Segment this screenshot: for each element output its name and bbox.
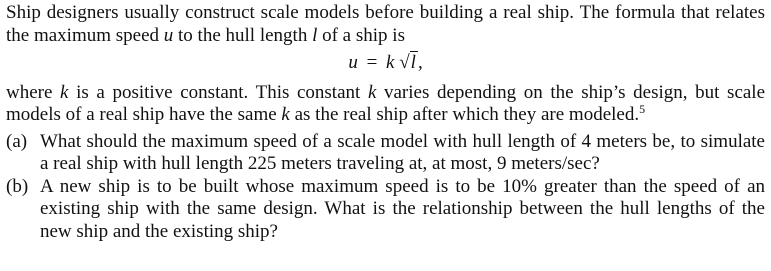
formula-constant: k <box>386 52 395 73</box>
part-text: What should the maximum speed of a scale model with hull length of 4 meters be, to simulate a real ship with hull length 225 meters traveling at, at most, 9 meters/sec? <box>40 130 765 174</box>
part-text: A new ship is to be built whose maximum speed is to be 10% greater than the speed of an existing ship with the same design. What is the relationship between the hull lengths of the new ship and the existing ship? <box>40 175 765 242</box>
question-part-a <box>6 131 765 176</box>
square-root <box>399 52 418 75</box>
footnote-marker: 5 <box>639 102 646 116</box>
formula-comma: , <box>417 52 423 73</box>
radical-sign: √ <box>399 52 410 73</box>
length-variable: l <box>312 24 318 46</box>
intro-mid-text: to the hull length <box>178 24 308 46</box>
constant-variable-3: k <box>281 104 290 125</box>
intro-paragraph <box>6 2 765 47</box>
question-part-b <box>6 176 765 244</box>
formula-equals: = <box>366 52 378 73</box>
description-paragraph <box>6 82 765 127</box>
formula-lhs: u <box>348 52 358 73</box>
intro-text: Ship designers usually construct scale models before building a real ship. The formula that relates the maximum speed <box>6 2 765 46</box>
constant-variable-1: k <box>60 81 69 103</box>
intro-end-text: of a ship is <box>322 24 405 46</box>
description-text-4: as the real ship after which they are modeled. <box>294 104 640 125</box>
constant-variable-2: k <box>367 81 377 103</box>
question-parts <box>6 131 765 244</box>
description-text-3: varies depending on the ship’s design, but scale models of a real ship have the same <box>6 81 766 125</box>
part-label: (b) <box>6 175 29 197</box>
description-text-2: is a positive constant. This constant <box>76 81 361 103</box>
description-text-1: where <box>6 81 53 103</box>
formula-radicand: l <box>410 52 416 73</box>
part-label: (a) <box>6 130 28 152</box>
speed-formula <box>6 52 765 75</box>
speed-variable: u <box>163 24 174 46</box>
